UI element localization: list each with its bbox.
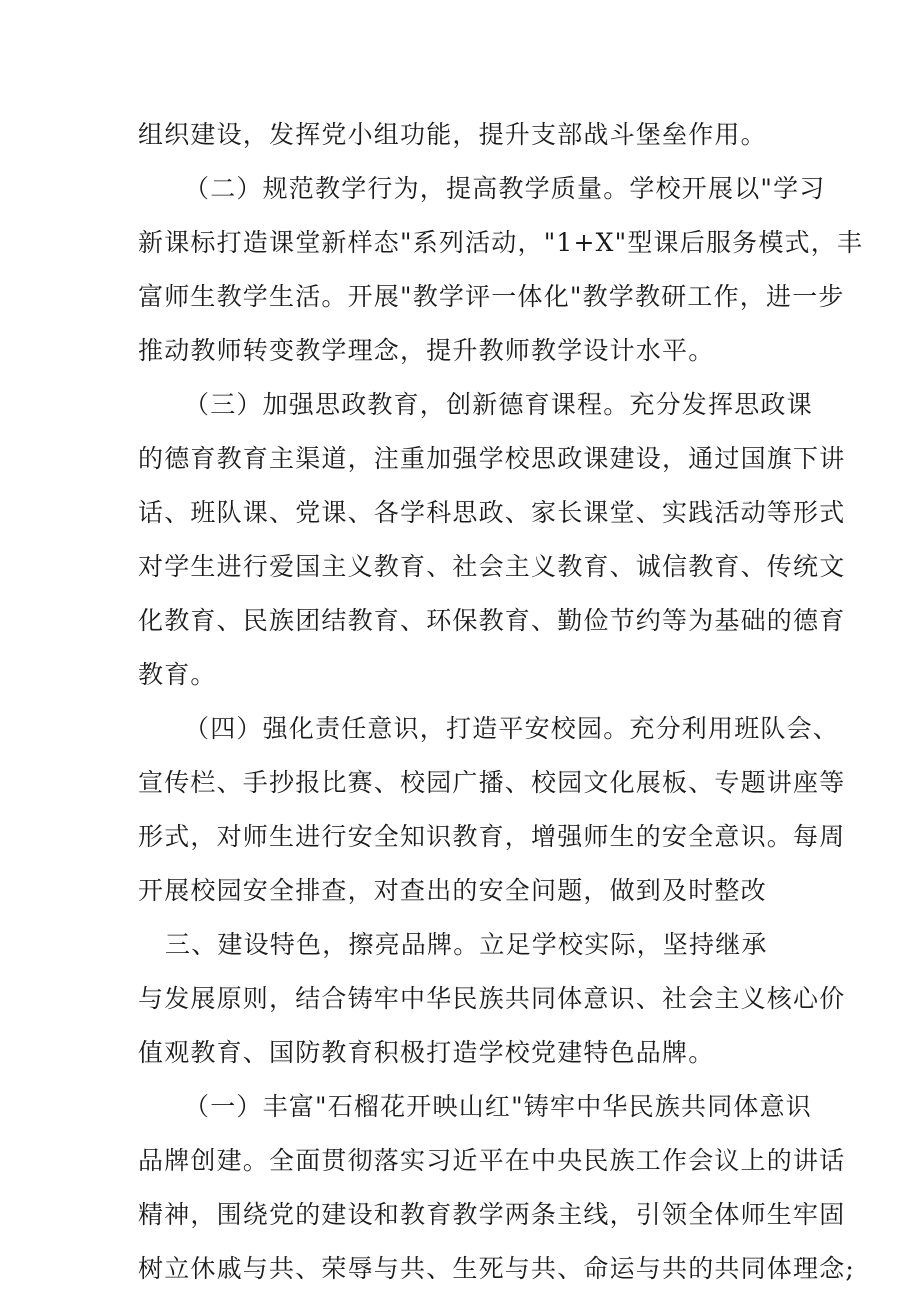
text-line: 教育。 — [138, 660, 217, 689]
text-line: 的德育教育主渠道，注重加强学校思政课建设，通过国旗下讲 — [138, 444, 846, 473]
text-line: 精神，围绕党的建设和教育教学两条主线，引领全体师生牢固 — [138, 1200, 846, 1229]
text-line: 树立休戚与共、荣辱与共、生死与共、命运与共的共同体理念; — [138, 1254, 856, 1283]
text-line: 宣传栏、手抄报比赛、校园广播、校园文化展板、专题讲座等 — [138, 768, 846, 797]
text-line: 形式，对师生进行安全知识教育，增强师生的安全意识。每周 — [138, 822, 846, 851]
text-line: 推动教师转变教学理念，提升教师教学设计水平。 — [138, 336, 715, 365]
text-line: 开展校园安全排查，对查出的安全问题，做到及时整改 — [138, 876, 767, 905]
text-line: 富师生教学生活。开展"教学评一体化"教学教研工作，进一步 — [138, 282, 845, 311]
text-line: （一）丰富"石榴花开映山红"铸牢中华民族共同体意识 — [184, 1092, 813, 1121]
text-line: （三）加强思政教育，创新德育课程。充分发挥思政课 — [184, 390, 813, 419]
text-line: 组织建设，发挥党小组功能，提升支部战斗堡垒作用。 — [138, 120, 767, 149]
text-line: （四）强化责任意识，打造平安校园。充分利用班队会、 — [184, 714, 840, 743]
section-heading: 三、建设特色，擦亮品牌。立足学校实际，坚持继承 — [165, 930, 768, 959]
text-line: 值观教育、国防教育积极打造学校党建特色品牌。 — [138, 1038, 715, 1067]
text-line: 话、班队课、党课、各学科思政、家长课堂、实践活动等形式 — [138, 498, 846, 527]
text-line: 新课标打造课堂新样态"系列活动，"1+X"型课后服务模式，丰 — [138, 228, 864, 257]
text-line: 与发展原则，结合铸牢中华民族共同体意识、社会主义核心价 — [138, 984, 846, 1013]
text-line: 化教育、民族团结教育、环保教育、勤俭节约等为基础的德育 — [138, 606, 846, 635]
text-line: 对学生进行爱国主义教育、社会主义教育、诚信教育、传统文 — [138, 552, 846, 581]
text-line: 品牌创建。全面贯彻落实习近平在中央民族工作会议上的讲话 — [138, 1146, 846, 1175]
text-line: （二）规范教学行为，提高教学质量。学校开展以"学习 — [184, 174, 826, 203]
